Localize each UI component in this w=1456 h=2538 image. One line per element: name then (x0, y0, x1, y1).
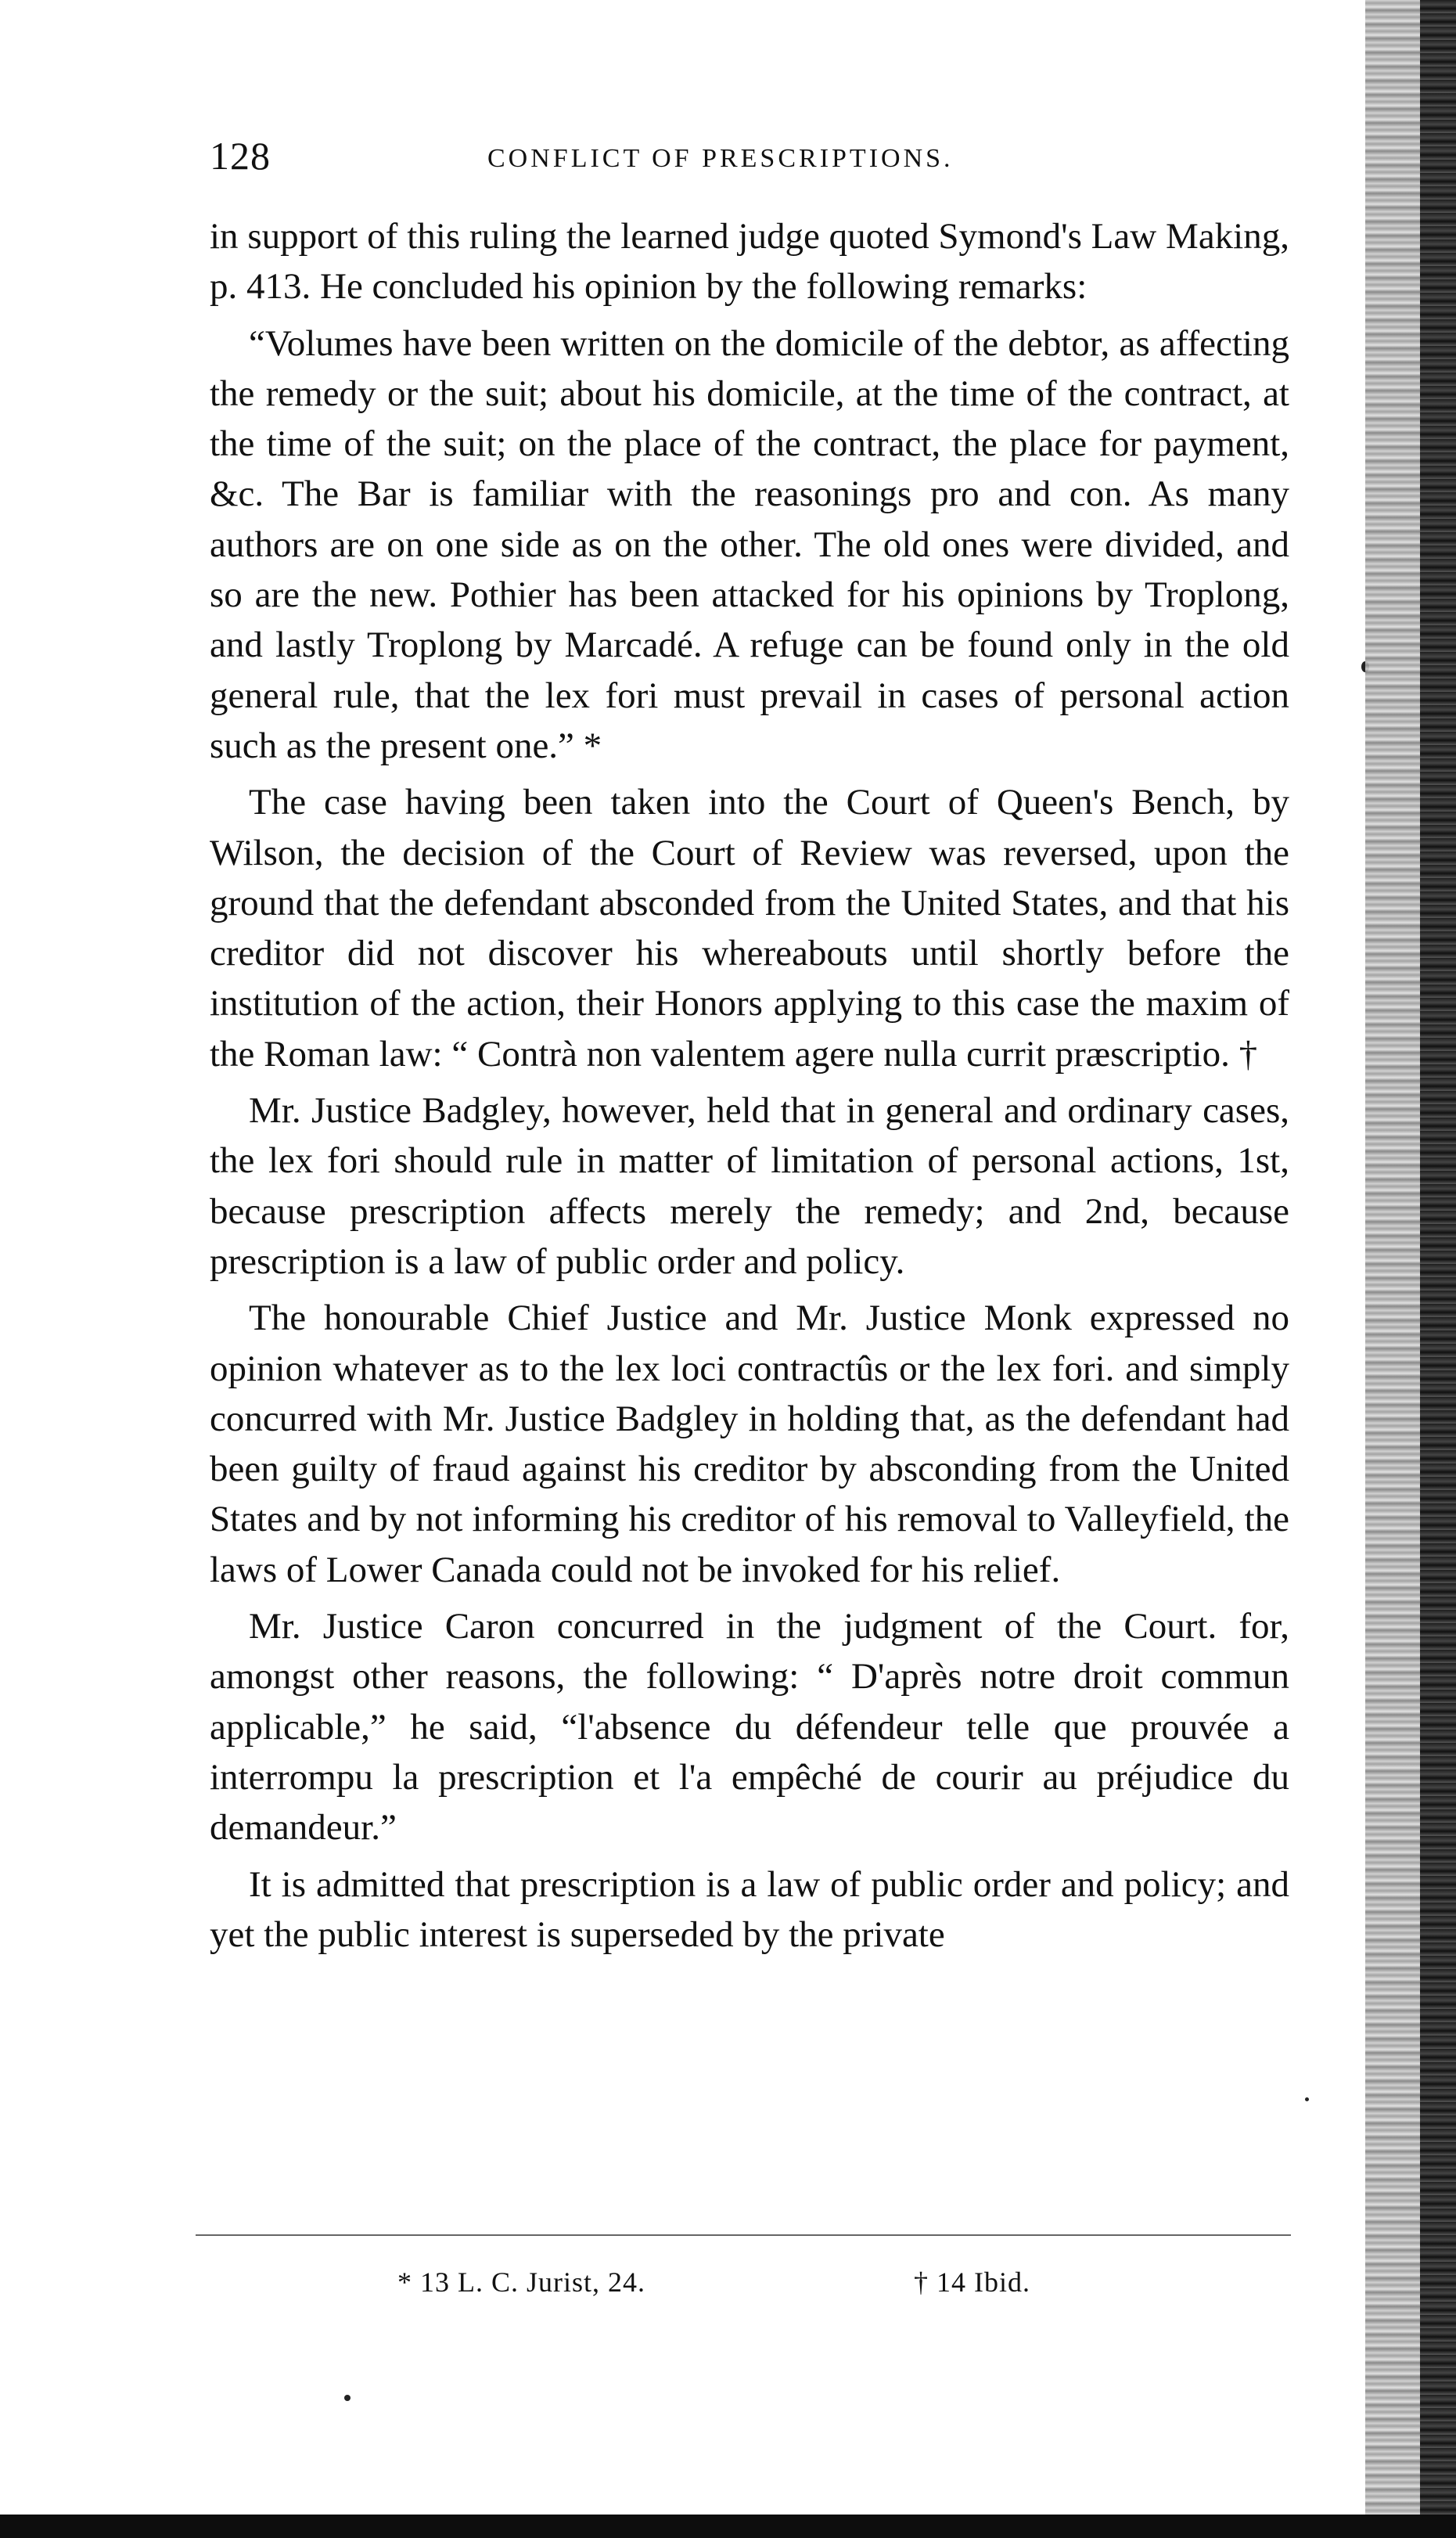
paragraph-quotation: “Volumes have been written on the domicile of the debtor, as affecting the remedy or the suit; about his domicile, at the time of the contract, at the time of the suit; on the place of the contract, the place for payment, &c. The Bar is familiar with the reasonings pro and con. As many authors are on one side as on the other. The old ones were divided, and so are the new. Pothier has been attacked for his opinions by Troplong, and lastly Troplong by Marcadé. A refuge can be found only in the old general rule, that the lex fori must prevail in cases of personal action such as the present one.” * (210, 322, 1289, 766)
ink-speck (344, 2395, 351, 2401)
paragraph-continuation: in support of this ruling the learned judge quoted Symond's Law Making, p. 413. He concluded his opinion by the following remarks: (210, 216, 1289, 308)
page-number: 128 (210, 134, 271, 178)
footnote-asterisk: * 13 L. C. Jurist, 24. (397, 2266, 646, 2298)
paragraph-chief-justice: The honourable Chief Justice and Mr. Justice Monk expressed no opinion whatever as to the lex loci contractûs or the lex fori. and simply concurred with Mr. Justice Badgley in holding that, as the defendant had been guilty of fraud against his creditor by absconding from the United States and by not informing his creditor of his removal to Valleyfield, the laws of Lower Canada could not be invoked for his relief. (210, 1298, 1289, 1590)
footnote-dagger: † 14 Ibid. (914, 2266, 1030, 2298)
body-text (210, 211, 1289, 1966)
paragraph-queens-bench: The case having been taken into the Court of Queen's Bench, by Wilson, the decision of the Court of Review was reversed, upon the ground that the defendant absconded from the United States, and that his creditor did not discover his whereabouts until shortly before the institution of the action, their Honors applying to this case the maxim of the Roman law: “ Contrà non valentem agere nulla currit præscriptio. † (210, 782, 1289, 1075)
page-header (210, 133, 1289, 188)
paragraph-badgley: Mr. Justice Badgley, however, held that in general and ordinary cases, the lex fori should rule in matter of limitation of personal actions, 1st, because prescription affects merely the remedy; and 2nd, because prescription is a law of public order and policy. (210, 1090, 1289, 1282)
scan-bottom-band (0, 2515, 1456, 2538)
footnote-rule (196, 2234, 1291, 2236)
ink-speck (1305, 2097, 1309, 2101)
running-head: CONFLICT OF PRESCRIPTIONS. (487, 144, 954, 173)
paragraph-caron: Mr. Justice Caron concurred in the judgment of the Court. for, amongst other reasons, the following: “ D'après notre droit commun applicable,” he said, “l'absence du défendeur telle que prouvée a interrompu la prescription et l'a empêché de courir au préjudice du demandeur.” (210, 1606, 1289, 1849)
paragraph-admitted: It is admitted that prescription is a law of public order and policy; and yet the public interest is superseded by the private (210, 1863, 1289, 1955)
footnotes (210, 2266, 1289, 2313)
page-edge-binding (1420, 0, 1456, 2538)
